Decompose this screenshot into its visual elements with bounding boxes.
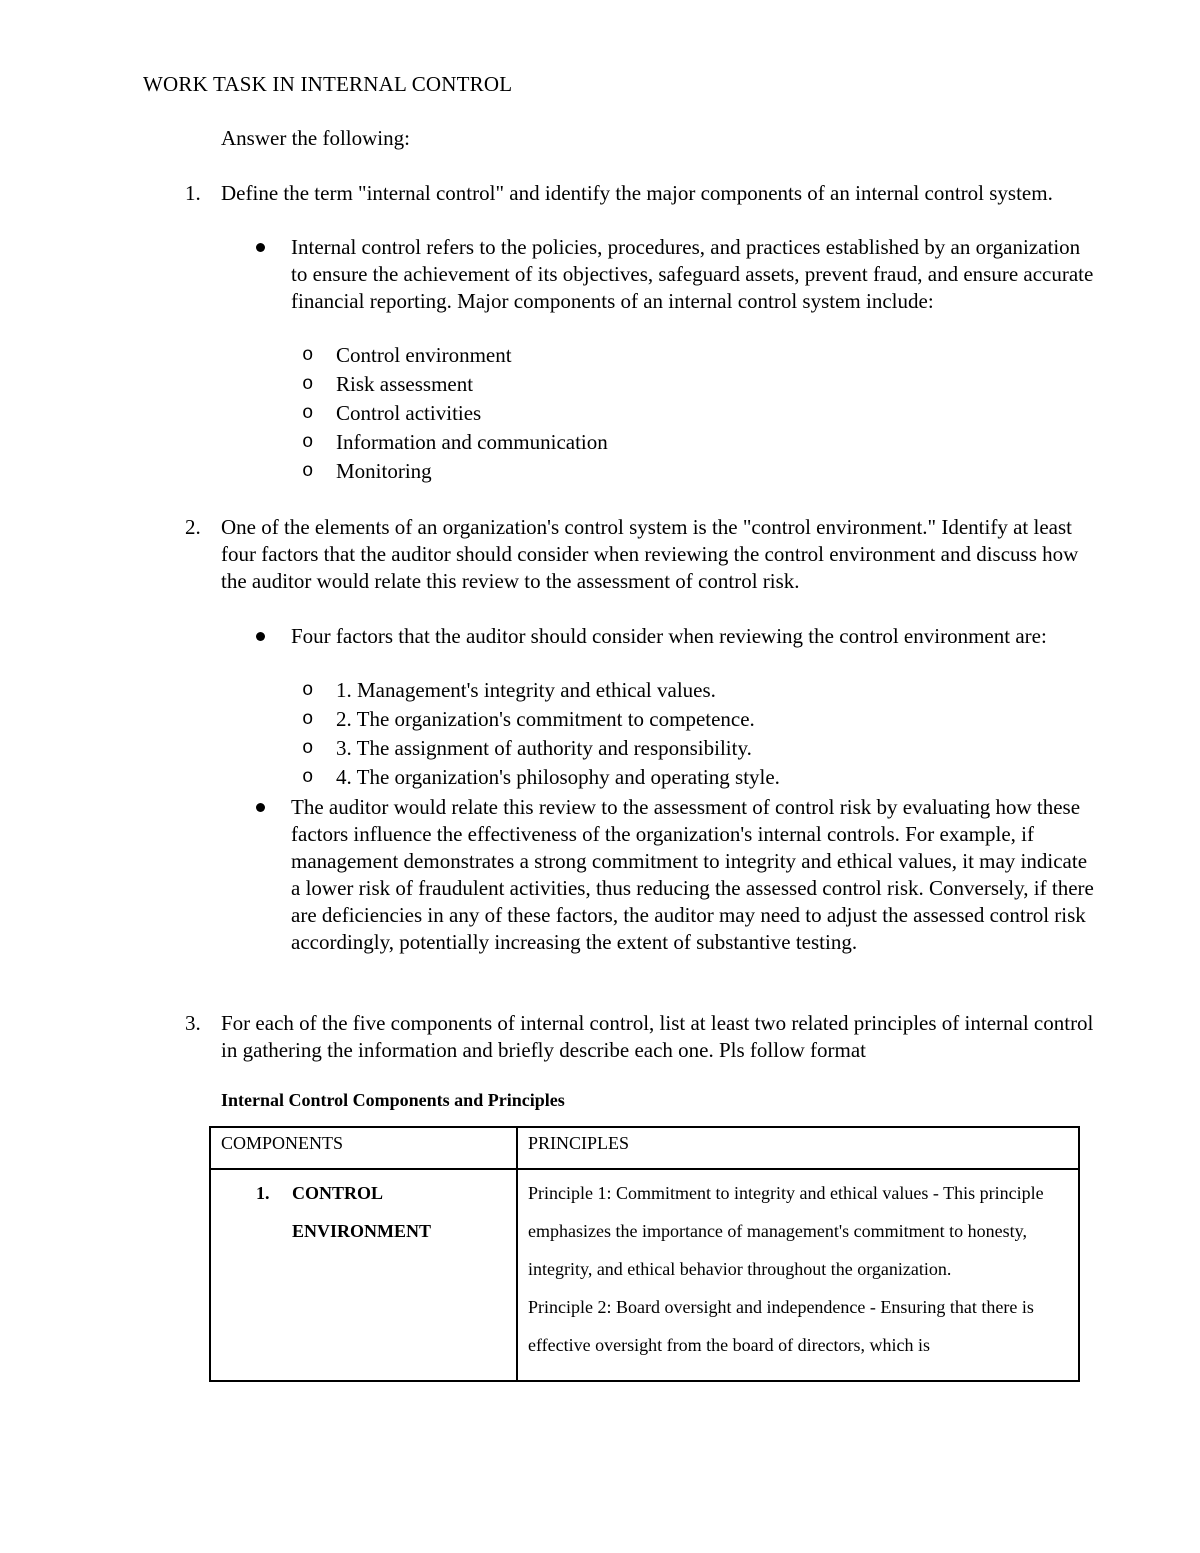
question-item (0, 514, 1200, 622)
list-item-text: Monitoring (336, 459, 432, 483)
question-item (0, 180, 1200, 234)
bullet-icon (256, 632, 265, 641)
table-caption: Internal Control Components and Principles (221, 1090, 565, 1110)
circle-bullet-icon: o (302, 431, 314, 453)
question-number: 3. (185, 1011, 201, 1035)
circle-bullet-icon: o (302, 708, 314, 730)
component-cell (210, 1169, 517, 1381)
column-header-components: COMPONENTS (210, 1127, 517, 1169)
list-item-text: 3. The assignment of authority and responsibility. (336, 736, 752, 760)
intro-text: Answer the following: (221, 126, 410, 150)
answer-text: Four factors that the auditor should consider when reviewing the control environment are: (291, 624, 1047, 648)
bullet-icon (256, 243, 265, 252)
answer-bullet (0, 623, 1200, 677)
answer-text: The auditor would relate this review to the assessment of control risk by evaluating how these factors influence the effectiveness of the organization's internal controls. For example, if management demonstrates a strong commitment to integrity and ethical values, it may indicate a lower risk of fraudulent activities, thus reducing the assessed control risk. Conversely, if there are deficiencies in any of these factors, the auditor may need to adjust the assessed control risk accordingly, potentially increasing the extent of substantive testing. (291, 795, 1094, 954)
question-text: Define the term "internal control" and identify the major components of an internal control system. (221, 181, 1053, 205)
answer-text: Internal control refers to the policies, procedures, and practices established by an organization to ensure the achievement of its objectives, safeguard assets, prevent fraud, and ensure accurate financial reporting. Major components of an internal control system include: (291, 235, 1094, 313)
circle-bullet-icon: o (302, 402, 314, 424)
question-text: For each of the five components of internal control, list at least two related principles of internal control in gathering the information and briefly describe each one. Pls follow format (221, 1011, 1094, 1062)
circle-bullet-icon: o (302, 766, 314, 788)
list-item-text: 2. The organization's commitment to competence. (336, 707, 755, 731)
table-row (210, 1169, 1079, 1381)
circle-bullet-icon: o (302, 344, 314, 366)
question-number: 1. (185, 181, 201, 205)
bullet-icon (256, 803, 265, 812)
question-number: 2. (185, 515, 201, 539)
components-principles-table (209, 1126, 1080, 1382)
principles-cell (517, 1169, 1079, 1381)
document-title: WORK TASK IN INTERNAL CONTROL (143, 72, 513, 96)
list-item-text: 1. Management's integrity and ethical values. (336, 678, 716, 702)
principle-text: Principle 1: Commitment to integrity and ethical values - This principle emphasizes the importance of management's commitment to honesty, integrity, and ethical behavior throughout the organization. (528, 1183, 1044, 1279)
component-number: 1. (256, 1183, 270, 1203)
principle-text: Principle 2: Board oversight and independence - Ensuring that there is effective oversight from the board of directors, which is (528, 1297, 1034, 1355)
circle-bullet-icon: o (302, 373, 314, 395)
question-item (0, 1010, 1200, 1064)
circle-bullet-icon: o (302, 737, 314, 759)
table-header-row (210, 1127, 1079, 1169)
list-item-text: Control environment (336, 343, 512, 367)
list-item-text: 4. The organization's philosophy and operating style. (336, 765, 780, 789)
list-item-text: Control activities (336, 401, 482, 425)
column-header-principles: PRINCIPLES (517, 1127, 1079, 1169)
component-name: CONTROL ENVIRONMENT (292, 1183, 432, 1241)
circle-bullet-icon: o (302, 460, 314, 482)
list-item-text: Risk assessment (336, 372, 474, 396)
list-item-text: Information and communication (336, 430, 608, 454)
answer-bullet (0, 794, 1200, 983)
circle-bullet-icon: o (302, 679, 314, 701)
answer-bullet (0, 234, 1200, 342)
question-text: One of the elements of an organization's control system is the "control environment." Identify at least four factors that the auditor should consider when reviewing the control environment and discuss how the auditor would relate this review to the assessment of control risk. (221, 515, 1079, 593)
